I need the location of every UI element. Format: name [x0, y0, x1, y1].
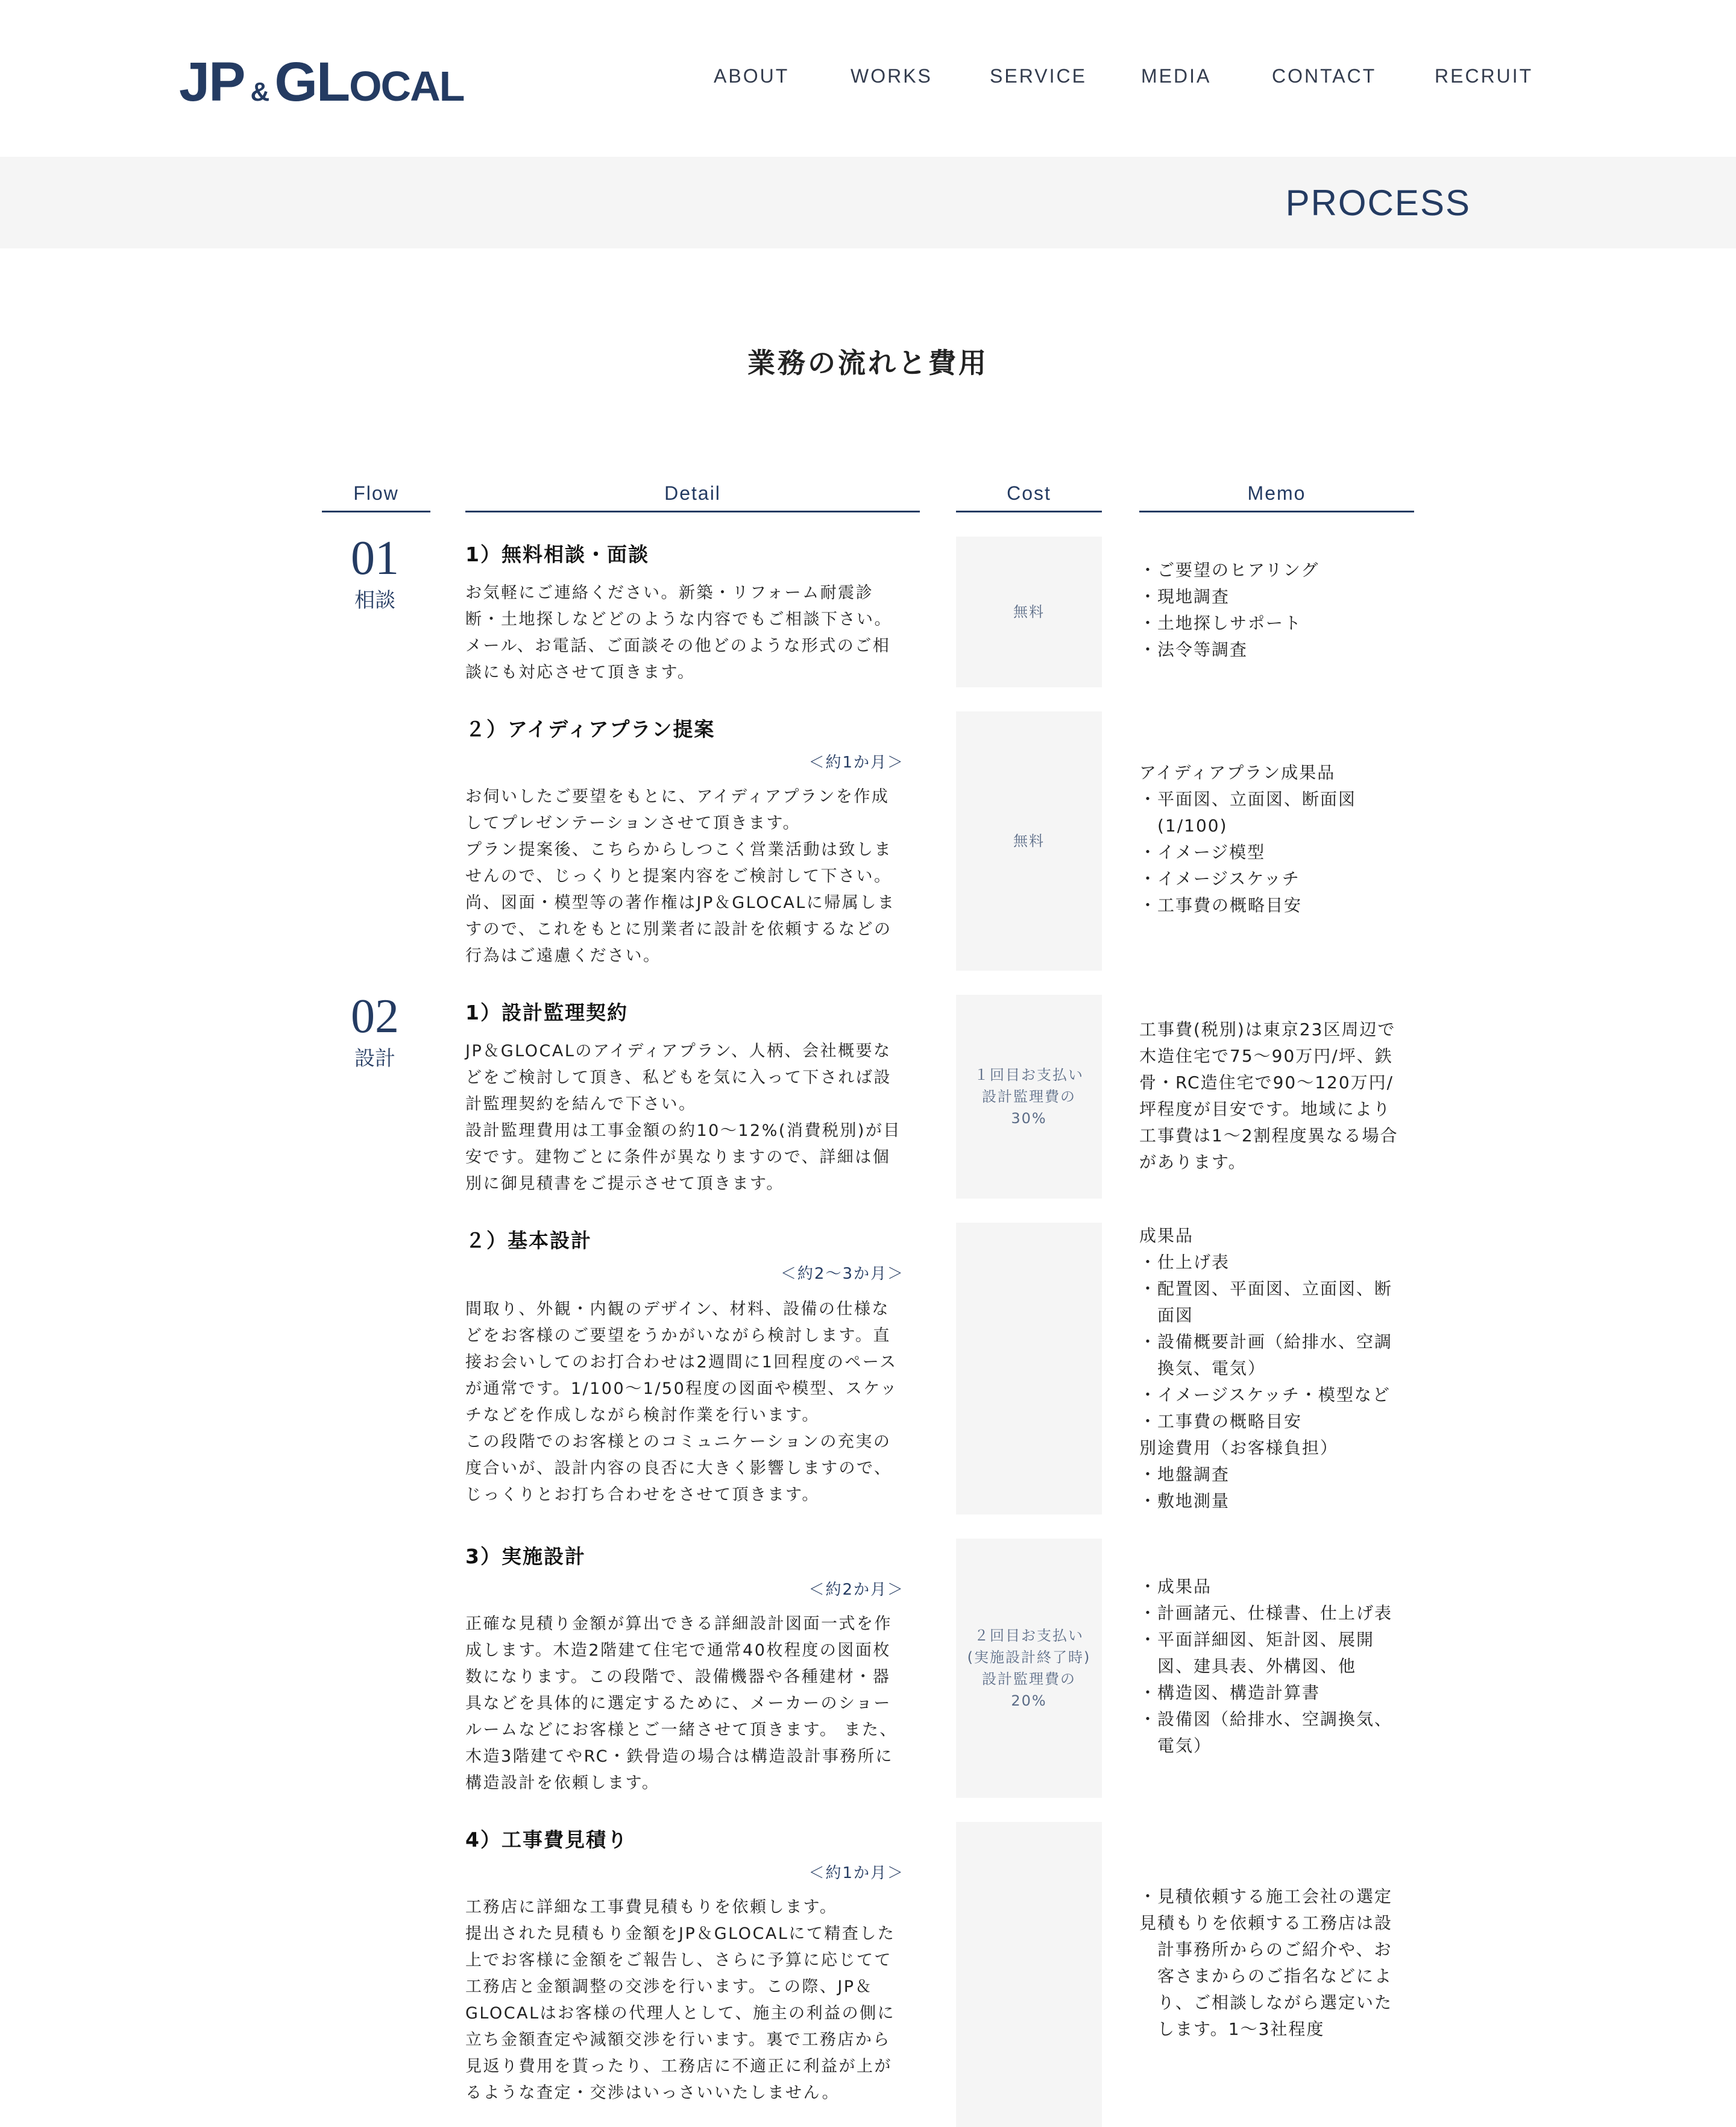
memo-line: ・イメージスケッチ	[1139, 869, 1300, 889]
memo-line: 坪程度が目安です。地域により	[1139, 1099, 1391, 1119]
memo-cell	[1139, 1016, 1417, 1176]
logo-jp: JP	[179, 51, 245, 113]
memo-line: します。1〜3社程度	[1139, 2019, 1325, 2039]
step-description: 工務店に詳細な工事費見積もりを依頼します。 提出された見積もり金額をJP＆GLOCALにて精査した 上でお客様に金額をご報告し、さらに予算に応じてて 工務店と金額調整の交渉を行います。この際、JP＆ GLOCALはお客様の代理人として、施主の利益の側に 立ち金額査定や減額交渉を行います。裏で工務店から 見返り費用を貰ったり、工務店に不適正に利益が上が るような査定・交渉はいっさいいたしません。	[465, 1898, 896, 2102]
memo-line: 工事費(税別)は東京23区周辺で	[1139, 1019, 1396, 1039]
memo-line: ・計画諸元、仕様書、仕上げ表	[1139, 1603, 1393, 1623]
memo-cell	[1139, 1883, 1417, 2043]
page-title: PROCESS	[1285, 183, 1471, 223]
step-duration: ＜約1か月＞	[808, 1864, 904, 1882]
step-title: 3）実施設計	[465, 1545, 586, 1568]
memo-line: 面図	[1139, 1305, 1194, 1325]
flow-number: 01	[351, 532, 399, 585]
memo-line: ・地盤調査	[1139, 1464, 1230, 1484]
nav-service[interactable]: SERVICE	[990, 65, 1087, 87]
cost-text: 無料	[1013, 833, 1045, 849]
memo-line: ・イメージ模型	[1139, 842, 1266, 862]
memo-cell	[1139, 1574, 1417, 1759]
step-duration: ＜約2か月＞	[808, 1581, 904, 1599]
page-banner	[0, 157, 1736, 248]
cost-text: 無料	[1013, 603, 1045, 620]
memo-line: ・平面図、立面図、断面図	[1139, 789, 1357, 809]
step-title: 1）設計監理契約	[465, 1001, 628, 1024]
site-header	[0, 0, 1736, 157]
flow-label: 相談	[354, 588, 395, 613]
memo-line: ・配置図、平面図、立面図、断	[1139, 1279, 1393, 1299]
step-duration: ＜約1か月＞	[808, 754, 904, 772]
memo-cell	[1139, 760, 1417, 919]
step-title: ２）基本設計	[465, 1229, 592, 1252]
nav-recruit[interactable]: RECRUIT	[1435, 65, 1533, 87]
step-title: ２）アイディアプラン提案	[465, 717, 715, 741]
step-title: 4）工事費見積り	[465, 1828, 628, 1851]
memo-line: 木造住宅で75〜90万円/坪、鉄	[1139, 1046, 1393, 1066]
memo-line: ・イメージスケッチ・模型など	[1139, 1385, 1391, 1405]
cost-cell	[956, 1822, 1102, 2127]
memo-line: 電気）	[1139, 1736, 1212, 1756]
column-header-detail: Detail	[465, 482, 920, 512]
step-description: 正確な見積り金額が算出できる詳細設計図面一式を作 成します。木造2階建て住宅で通常40枚程度の図面枚 数になります。この段階で、設備機器や各種建材・器 具などを具体的に選定するために、メーカーのショー ルームなどにお客様とご一緒させて頂きます。 また、 木造3階建てやRC・鉄骨造の場合は構造設計事務所に 構造設計を依頼します。	[465, 1615, 898, 1792]
memo-line: ・成果品	[1139, 1577, 1212, 1596]
step-title: 1）無料相談・面談	[465, 543, 649, 566]
logo-ocal: OCAL	[349, 63, 464, 110]
memo-line: 成果品	[1139, 1226, 1194, 1246]
cost-text: １回目お支払い 設計監理費の 30%	[974, 1067, 1084, 1127]
memo-line: 計事務所からのご紹介や、お	[1139, 1940, 1392, 1959]
memo-line: ・工事費の概略目安	[1139, 1411, 1303, 1431]
memo-cell	[1139, 1223, 1417, 1514]
memo-line: ・法令等調査	[1139, 640, 1248, 660]
memo-line: 図、建具表、外構図、他	[1139, 1656, 1357, 1676]
flow-label: 設計	[354, 1047, 395, 1071]
step-duration: ＜約2〜3か月＞	[780, 1265, 904, 1283]
memo-line: 見積もりを依頼する工務店は設	[1139, 1913, 1393, 1933]
memo-line: があります。	[1139, 1152, 1247, 1172]
logo-amp: &	[250, 77, 269, 107]
memo-line: ・土地探しサポート	[1139, 613, 1303, 633]
nav-works[interactable]: WORKS	[851, 65, 932, 87]
cost-cell	[956, 1223, 1102, 1514]
site-logo[interactable]	[179, 51, 464, 113]
memo-line: ・構造図、構造計算書	[1139, 1683, 1321, 1703]
memo-line: 工事費は1〜2割程度異なる場合	[1139, 1126, 1398, 1145]
flow-number: 02	[351, 990, 399, 1043]
memo-cell	[1139, 557, 1417, 663]
section-title: 業務の流れと費用	[747, 347, 989, 379]
column-header-cost: Cost	[956, 482, 1102, 512]
step-description: お伺いしたご要望をもとに、アイディアプランを作成 してプレゼンテーションさせて頂きます。 プラン提案後、こちらからしつこく営業活動は致しま せんので、じっくりと提案内容をご検討して下さい。 尚、図面・模型等の著作権はJP＆GLOCALに帰属しま すので、これをもとに別業者に設計を依頼するなどの 行為はご遠慮ください。	[465, 787, 896, 965]
column-header-flow: Flow	[322, 482, 430, 512]
memo-line: ・仕上げ表	[1139, 1252, 1230, 1272]
memo-line: ・設備図（給排水、空調換気、	[1139, 1709, 1393, 1729]
cost-cell	[956, 537, 1102, 687]
memo-line: ・工事費の概略目安	[1139, 895, 1303, 915]
memo-line: 換気、電気）	[1139, 1358, 1266, 1378]
logo-gl: GL	[274, 51, 350, 113]
memo-line: り、ご相談しながら選定いた	[1139, 1993, 1393, 2012]
cost-cell	[956, 995, 1102, 1199]
memo-line: 骨・RC造住宅で90〜120万円/	[1139, 1073, 1394, 1092]
memo-line: ・敷地測量	[1139, 1491, 1230, 1511]
memo-line: ・設備概要計画（給排水、空調	[1139, 1332, 1393, 1352]
cost-cell	[956, 1539, 1102, 1798]
nav-media[interactable]: MEDIA	[1141, 65, 1212, 87]
memo-line: ・見積依頼する施工会社の選定	[1139, 1886, 1393, 1906]
memo-line: 客さまからのご指名などによ	[1139, 1966, 1393, 1986]
memo-line: ・ご要望のヒアリング	[1139, 560, 1319, 580]
memo-line: ・現地調査	[1139, 587, 1230, 607]
memo-line: 別途費用（お客様負担）	[1139, 1438, 1339, 1458]
memo-line: (1/100)	[1139, 816, 1228, 836]
column-header-memo: Memo	[1139, 482, 1414, 512]
step-description: JP＆GLOCALのアイディアプラン、人柄、会社概要な どをご検討して頂き、私どもを気に入って下されば設 計監理契約を結んで下さい。 設計監理費用は工事金額の約10〜12%(消費税別)が目 安です。建物ごとに条件が異なりますので、詳細は個 別に御見積書をご提示させて頂きます。	[465, 1042, 901, 1193]
cost-cell	[956, 711, 1102, 971]
step-description: 間取り、外観・内観のデザイン、材料、設備の仕様な どをお客様のご要望をうかがいながら検討します。直 接お会いしてのお打合わせは2週間に1回程度のペース が通常です。1/100〜1/50程度の図面や模型、スケッ チなどを作成しながら検討作業を行います。 この段階でのお客様とのコミュニケーションの充実の 度合いが、設計内容の良否に大きく影響しますので、 じっくりとお打ち合わせをさせて頂きます。	[465, 1300, 898, 1504]
step-description: お気軽にご連絡ください。新築・リフォーム耐震診 断・土地探しなどどのような内容でもご相談下さい。 メール、お電話、ご面談その他どのような形式のご相 談にも対応させて頂きます。	[465, 584, 892, 682]
cost-text: ２回目お支払い (実施設計終了時) 設計監理費の 20%	[967, 1627, 1091, 1709]
memo-line: アイディアプラン成果品	[1139, 763, 1336, 783]
memo-line: ・平面詳細図、矩計図、展開	[1139, 1630, 1375, 1650]
nav-about[interactable]: ABOUT	[714, 65, 790, 87]
nav-contact[interactable]: CONTACT	[1272, 65, 1377, 87]
